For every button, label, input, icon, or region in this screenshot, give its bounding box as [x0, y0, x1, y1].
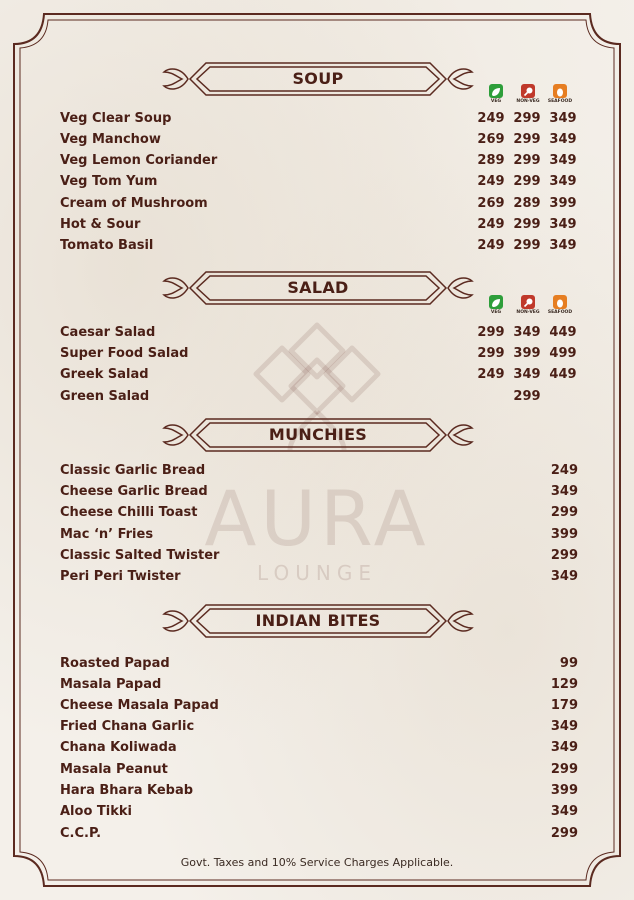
- item-price: 399: [550, 527, 578, 542]
- item-price: 349: [550, 719, 578, 734]
- non-veg-price: 399: [513, 346, 541, 361]
- item-name: Veg Tom Yum: [60, 174, 158, 189]
- menu-item: [60, 153, 580, 173]
- menu-item: [60, 484, 580, 504]
- leaf-icon: [489, 295, 503, 309]
- non-veg-price: 289: [513, 196, 541, 211]
- seafood-price: 349: [549, 174, 577, 189]
- item-name: Roasted Papad: [60, 656, 170, 671]
- diet-legend-salad: [478, 295, 578, 321]
- menu-item: [60, 698, 580, 718]
- non-veg-price: 299: [513, 132, 541, 147]
- veg-price: 269: [477, 196, 505, 211]
- tax-note: Govt. Taxes and 10% Service Charges Applicable.: [180, 856, 454, 869]
- menu-item: [60, 346, 580, 366]
- drumstick-icon: [521, 295, 535, 309]
- item-name: Veg Clear Soup: [60, 111, 172, 126]
- item-name: Classic Garlic Bread: [60, 463, 206, 478]
- section-banner-munchies: [162, 416, 474, 454]
- menu-item: [60, 826, 580, 846]
- menu-item: [60, 325, 580, 345]
- item-name: Green Salad: [60, 389, 150, 404]
- section-banner-salad: [162, 269, 474, 307]
- veg-price: 289: [477, 153, 505, 168]
- menu-item: [60, 389, 580, 409]
- menu-item: [60, 783, 580, 803]
- menu-item: [60, 217, 580, 237]
- item-price: 349: [550, 569, 578, 584]
- item-name: Veg Manchow: [60, 132, 161, 147]
- item-price: 349: [550, 484, 578, 499]
- leaf-icon: [489, 84, 503, 98]
- menu-item: [60, 367, 580, 387]
- item-name: Mac ‘n’ Fries: [60, 527, 154, 542]
- menu-item: [60, 238, 580, 258]
- item-name: Masala Papad: [60, 677, 162, 692]
- item-name: Fried Chana Garlic: [60, 719, 195, 734]
- menu-item: [60, 111, 580, 131]
- veg-price: 249: [477, 217, 505, 232]
- menu-item: [60, 527, 580, 547]
- non-veg-price: 299: [513, 238, 541, 253]
- veg-price: 299: [477, 325, 505, 340]
- seafood-price: 349: [549, 153, 577, 168]
- item-name: Aloo Tikki: [60, 804, 132, 819]
- item-name: C.C.P.: [60, 826, 102, 841]
- veg-legend: VEG: [478, 84, 514, 104]
- item-name: Greek Salad: [60, 367, 149, 382]
- svg-text:LOUNGE: LOUNGE: [257, 561, 377, 585]
- seafood-price: 449: [549, 325, 577, 340]
- item-name: Super Food Salad: [60, 346, 189, 361]
- menu-item: [60, 762, 580, 782]
- item-price: 349: [550, 804, 578, 819]
- veg-price: 269: [477, 132, 505, 147]
- item-name: Classic Salted Twister: [60, 548, 220, 563]
- section-title: INDIAN BITES: [255, 611, 381, 630]
- menu-item: [60, 740, 580, 760]
- veg-price: 249: [477, 367, 505, 382]
- veg-price: 299: [477, 346, 505, 361]
- menu-item: [60, 505, 580, 525]
- item-price: 99: [559, 656, 578, 671]
- non-veg-price: 299: [513, 111, 541, 126]
- item-price: 299: [550, 826, 578, 841]
- seafood-price: 349: [549, 111, 577, 126]
- item-name: Masala Peanut: [60, 762, 168, 777]
- seafood-legend: SEAFOOD: [542, 295, 578, 315]
- section-banner-indian-bites: [162, 602, 474, 640]
- item-name: Veg Lemon Coriander: [60, 153, 218, 168]
- item-price: 299: [550, 548, 578, 563]
- seafood-legend: SEAFOOD: [542, 84, 578, 104]
- non-veg-price: 299: [513, 389, 541, 404]
- item-name: Tomato Basil: [60, 238, 154, 253]
- item-price: 399: [550, 783, 578, 798]
- non-veg-legend: NON-VEG: [510, 295, 546, 315]
- menu-item: [60, 677, 580, 697]
- menu-item: [60, 463, 580, 483]
- non-veg-price: 299: [513, 174, 541, 189]
- section-title: SOUP: [292, 69, 344, 88]
- section-title: SALAD: [287, 278, 349, 297]
- menu-item: [60, 569, 580, 589]
- menu-item: [60, 719, 580, 739]
- item-name: Cream of Mushroom: [60, 196, 208, 211]
- item-name: Cheese Garlic Bread: [60, 484, 208, 499]
- diet-legend-soup: [478, 84, 578, 110]
- item-price: 349: [550, 740, 578, 755]
- non-veg-legend: NON-VEG: [510, 84, 546, 104]
- non-veg-price: 299: [513, 153, 541, 168]
- section-title: MUNCHIES: [268, 425, 368, 444]
- shrimp-icon: [553, 295, 567, 309]
- menu-item: [60, 196, 580, 216]
- menu-item: [60, 548, 580, 568]
- item-name: Hara Bhara Kebab: [60, 783, 194, 798]
- seafood-price: 499: [549, 346, 577, 361]
- drumstick-icon: [521, 84, 535, 98]
- item-price: 299: [550, 505, 578, 520]
- item-name: Cheese Chilli Toast: [60, 505, 198, 520]
- seafood-price: 349: [549, 132, 577, 147]
- item-name: Peri Peri Twister: [60, 569, 181, 584]
- item-name: Chana Koliwada: [60, 740, 177, 755]
- seafood-price: 399: [549, 196, 577, 211]
- menu-item: [60, 656, 580, 676]
- non-veg-price: 299: [513, 217, 541, 232]
- item-price: 249: [550, 463, 578, 478]
- veg-price: 249: [477, 238, 505, 253]
- veg-legend: VEG: [478, 295, 514, 315]
- item-price: 179: [550, 698, 578, 713]
- seafood-price: 349: [549, 238, 577, 253]
- svg-text:AURA: AURA: [204, 474, 430, 563]
- item-price: 299: [550, 762, 578, 777]
- seafood-price: 449: [549, 367, 577, 382]
- item-price: 129: [550, 677, 578, 692]
- menu-item: [60, 174, 580, 194]
- seafood-price: 349: [549, 217, 577, 232]
- item-name: Cheese Masala Papad: [60, 698, 219, 713]
- menu-item: [60, 804, 580, 824]
- menu-item: [60, 132, 580, 152]
- non-veg-price: 349: [513, 325, 541, 340]
- veg-price: 249: [477, 174, 505, 189]
- veg-price: 249: [477, 111, 505, 126]
- non-veg-price: 349: [513, 367, 541, 382]
- item-name: Caesar Salad: [60, 325, 156, 340]
- item-name: Hot & Sour: [60, 217, 141, 232]
- section-banner-soup: [162, 60, 474, 98]
- shrimp-icon: [553, 84, 567, 98]
